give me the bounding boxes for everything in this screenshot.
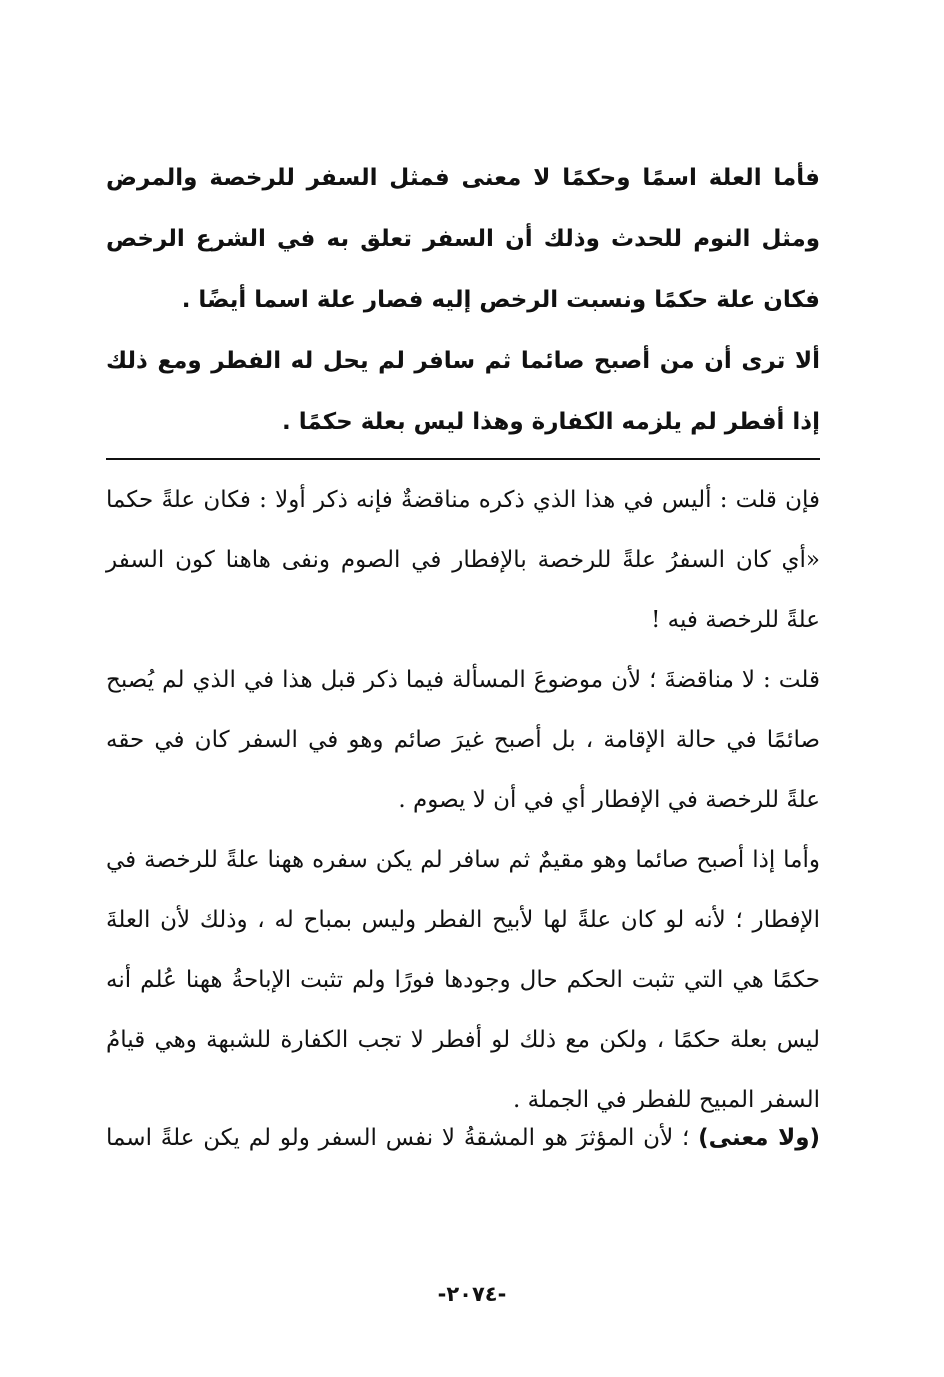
main-text-paragraph: ألا ترى أن من أصبح صائما ثم سافر لم يحل له الفطر ومع ذلك إذا أفطر لم يلزمه الكفارة وهذا ليس بعلة حكمًا .: [106, 348, 820, 435]
commentary-paragraph: قلت : لا مناقضةَ ؛ لأن موضوعَ المسألة فيما ذكر قبل هذا في الذي لم يُصبح صائمًا في حالة الإقامة ، بل أصبح غيرَ صائم وهو في السفر كان في حقه علةً للرخصة في الإفطار أي في أن لا يصوم .: [106, 667, 820, 813]
separator-line: [106, 458, 820, 460]
main-text: [106, 148, 820, 453]
page-number: -٢٠٧٤-: [437, 1282, 507, 1306]
main-text-paragraph: فأما العلة اسمًا وحكمًا لا معنى فمثل السفر للرخصة والمرض ومثل النوم للحدث وذلك أن السفر تعلق به في الشرع الرخص فكان علة حكمًا ونسبت الرخص إليه فصار علة اسما أيضًا .: [106, 165, 820, 313]
commentary-paragraph: فإن قلت : أليس في هذا الذي ذكره مناقضةٌ فإنه ذكر أولا : فكان علةً حكما «أي كان السفرُ علةً للرخصة بالإفطار في الصوم ونفى هاهنا كون السفر علةً للرخصة فيه !: [106, 487, 820, 633]
commentary-text: [106, 470, 820, 1130]
continuation-text: ؛ لأن المؤثرَ هو المشقةُ لا نفس السفر ولو لم يكن علةً اسما: [106, 1125, 699, 1151]
commentary-paragraph: وأما إذا أصبح صائما وهو مقيمٌ ثم سافر لم يكن سفره ههنا علةً للرخصة في الإفطار ؛ لأنه لو كان علةً لها لأبيح الفطر وليس بمباح له ، وذلك لأن العلةَ حكمًا هي التي تثبت الحكم حال وجودها فورًا ولم تثبت الإباحةُ ههنا عُلم أنه ليس بعلة حكمًا ، ولكن مع ذلك لو أفطر لا تجب الكفارة للشبهة وهي قيامُ السفر المبيح للفطر في الجملة .: [106, 847, 820, 1113]
continuation-line: [106, 1108, 820, 1168]
quoted-phrase: (ولا معنى): [698, 1125, 821, 1151]
